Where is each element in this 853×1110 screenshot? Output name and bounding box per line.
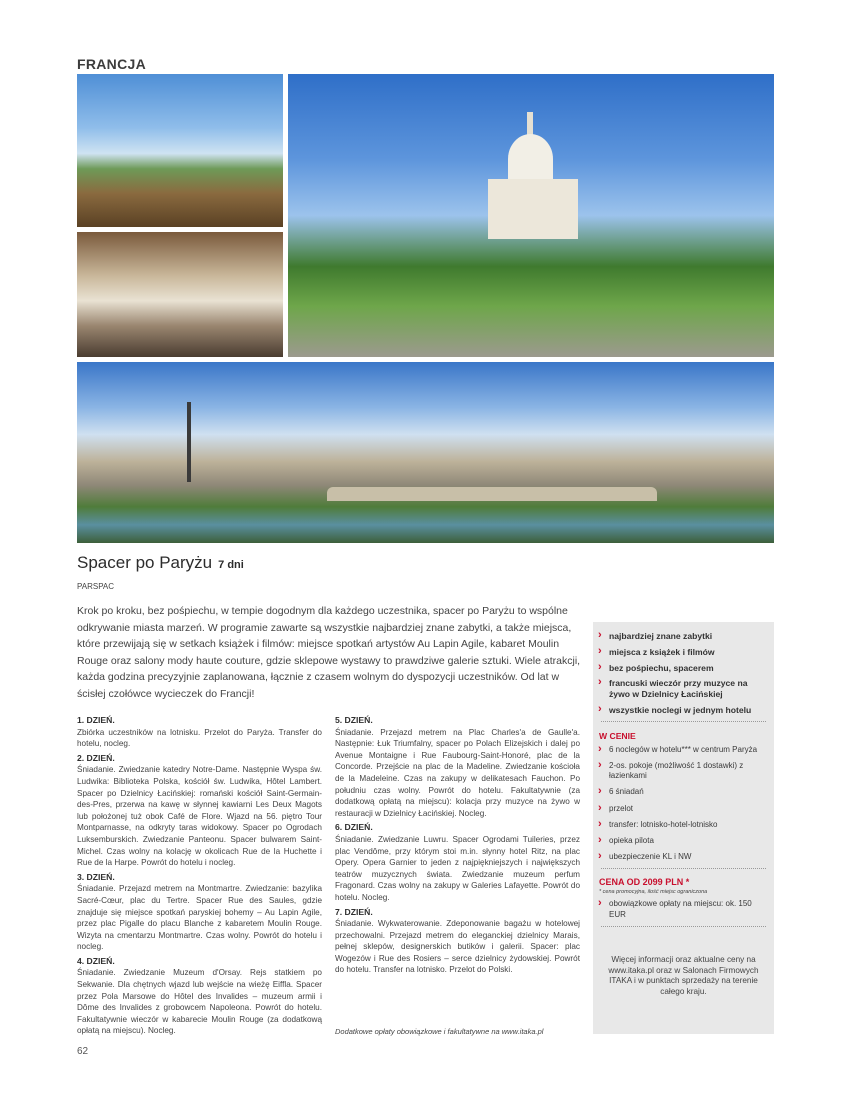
included-item: › transfer: lotnisko-hotel-lotnisko [598,820,768,830]
day-text: Śniadanie. Zwiedzanie katedry Notre-Dame. Następnie Wyspa św. Ludwika: Biblioteka Polska, kościół św. Ludwika, Hôtel Lambert. Spacer po Dzielnicy Łacińskiej: romański kościół Saint-Germain-des-Pres, przerwa na kawę w słynnej kawiarni Les Deux Magots lub położonej tuż obok Café de Flore. Wjazd na 56. piętro Tour Montparnasse, na odkryty taras widokowy. Spacer po Ogrodach Luksemburskich. Zwiedzanie Panteonu. Spacer bulwarem Saint-Michel. Czas wolny na kolację w okolicach Rue de la Huchette i Rue de la Harpe. Powrót do hotelu i nocleg. [77,765,322,868]
bridge-shape [327,487,657,501]
day-heading: 6. DZIEŃ. [335,822,373,833]
included-item: › ubezpieczenie KL i NW [598,852,768,862]
included-item: › 6 noclegów w hotelu*** w centrum Paryża [598,745,768,755]
included-heading: W CENIE [599,730,636,741]
day-text: Śniadanie. Zwiedzanie Luwru. Spacer Ogrodami Tuileries, przez plac Vendôme, przy którym stoi m.in. słynny hotel Ritz, na plac Opery. Opera Garnier to jeden z najpiękniejszych i największych teatrów muzycznych świata. Zwiedzanie muzeum perfum Fragonard. Czas wolny na zakupy w Galeries Lafayette. Powrót do hotelu. Nocleg. [335,834,580,902]
more-info-text: Więcej informacji oraz aktualne ceny na www.itaka.pl oraz w Salonach Firmowych ITAKA i w punktach sprzedaży na terenie całego kraju. [608,954,759,997]
trip-title-text: Spacer po Paryżu [77,553,213,572]
included-list [593,745,774,863]
fees-list [593,899,774,919]
fees-footnote: Dodatkowe opłaty obowiązkowe i fakultatywne na www.itaka.pl [335,1027,544,1036]
highlight-item: › wszystkie noclegi w jednym hotelu [598,705,768,716]
itinerary-column-1 [77,712,322,1037]
basilica-shape [483,94,573,244]
day-heading: 4. DZIEŃ. [77,955,115,966]
trip-intro: Krok po kroku, bez pośpiechu, w tempie dogodnym dla każdego uczestnika, spacer po Paryżu to wspólne odkrywanie miasta marzeń. W programie zawarte są wszystkie najbardziej znane zabytki, a także miejsca, które przewijają się w setkach książek i filmów: miejsce spotkań artystów Au Lapin Agile, kabaret Moulin Rouge oraz salony mody haute couture, gdzie sklepowe wystawy to prawdziwe galerie sztuki. Wiele atrakcji, każda godzina precyzyjnie zaplanowana, łącznie z czasem wolnym do dyspozycji uczestników. Od lat w ścisłej czołówce wycieczek do Francji! [77,605,581,700]
tower-shape [187,402,191,482]
photo-montmartre-painters [77,232,283,357]
day-text: Śniadanie. Zwiedzanie Muzeum d'Orsay. Rejs statkiem po Sekwanie. Dla chętnych wjazd lub wejście na wieżę Eiffla. Spacer przez Pola Marsowe do Hôtel des Invalides – muzeum armii i Dôme des Invalides z grobowcem Napoleona. Powrót do hotelu. Fakultatywnie wieczór w kabarecie Moulin Rouge (za dodatkową opłatą na miejscu). Nocleg. [77,968,322,1036]
day-text: Zbiórka uczestników na lotnisku. Przelot do Paryża. Transfer do hotelu, nocleg. [77,727,322,749]
day-text: Śniadanie. Wykwaterowanie. Zdeponowanie bagażu w hotelowej przechowalni. Przejazd metrem do eleganckiej dzielnicy Marais, pełnej sklepów, designerskich butików i galerii. Spacer: plac Wogezów i Rue des Rosiers – serce dzielnicy żydowskiej. Powrót do hotelu. Transfer na lotnisko. Przelot do Polski. [335,919,580,975]
price-label: CENA OD 2099 PLN * [599,877,690,888]
divider [601,926,766,927]
highlights-list [593,622,774,716]
day-text: Śniadanie. Przejazd metrem na Plac Charles'a de Gaulle'a. Następnie: Łuk Triumfalny, spacer po Polach Elizejskich i dalej po Avenue Montaigne i Rue Faubourg-Saint-Honoré, plac de la Concorde. Przejście na plac de la Madeline. Zwiedzanie kościoła de la Madeleine. Czas na zakupy w delikatesach Fauchon. Po południu czas wolny. Powrót do hotelu. Fakultatywnie (za dodatkową opłatą na miejscu): kolacja przy muzyce na żywo w restauracji w Dzielnicy Łacińskiej. Nocleg. [335,727,580,818]
included-item: › 6 śniadań [598,787,768,797]
included-item: › opieka pilota [598,836,768,846]
day-heading: 5. DZIEŃ. [335,715,373,725]
highlight-item: › miejsca z książek i filmów [598,647,768,658]
itinerary-column-2 [335,712,580,976]
highlight-item: › bez pośpiechu, spacerem [598,663,768,674]
price-note: * cena promocyjna, ilość miejsc ograniczona [599,889,708,896]
highlight-item: › francuski wieczór przy muzyce na żywo w Dzielnicy Łacińskiej [598,678,768,700]
trip-sidebar [593,622,774,1034]
photo-paris-panorama [77,362,774,543]
day-heading: 7. DZIEŃ. [335,906,373,917]
photo-sacre-coeur [288,74,774,357]
country-heading: FRANCJA [77,56,146,72]
fees-item: › obowiązkowe opłaty na miejscu: ok. 150 EUR [598,899,768,919]
photo-seine-eiffel-tower [77,74,283,227]
day-heading: 1. DZIEŃ. [77,715,115,725]
day-heading: 2. DZIEŃ. [77,752,115,763]
included-item: › 2-os. pokoje (możliwość 1 dostawki) z łazienkami [598,761,768,781]
page-number: 62 [77,1046,89,1057]
highlight-item: › najbardziej znane zabytki [598,631,768,642]
trip-duration: 7 dni [218,559,244,571]
trip-title [77,553,244,573]
included-item: › przelot [598,804,768,814]
day-heading: 3. DZIEŃ. [77,871,115,882]
day-text: Śniadanie. Przejazd metrem na Montmartre. Zwiedzanie: bazylika Sacré-Cœur, plac du Tertre. Spacer Rue des Saules, gdzie znajduje się miejsce spotkań paryskiej bohemy – Au Lapin Agile, przez plac Pigalle do placu Blanche z kabaretem Moulin Rouge. Wizyta na cmentarzu Montmartre. Czas wolny. Powrót do hotelu i nocleg. [77,884,322,952]
trip-code: PARSPAC [77,582,115,591]
